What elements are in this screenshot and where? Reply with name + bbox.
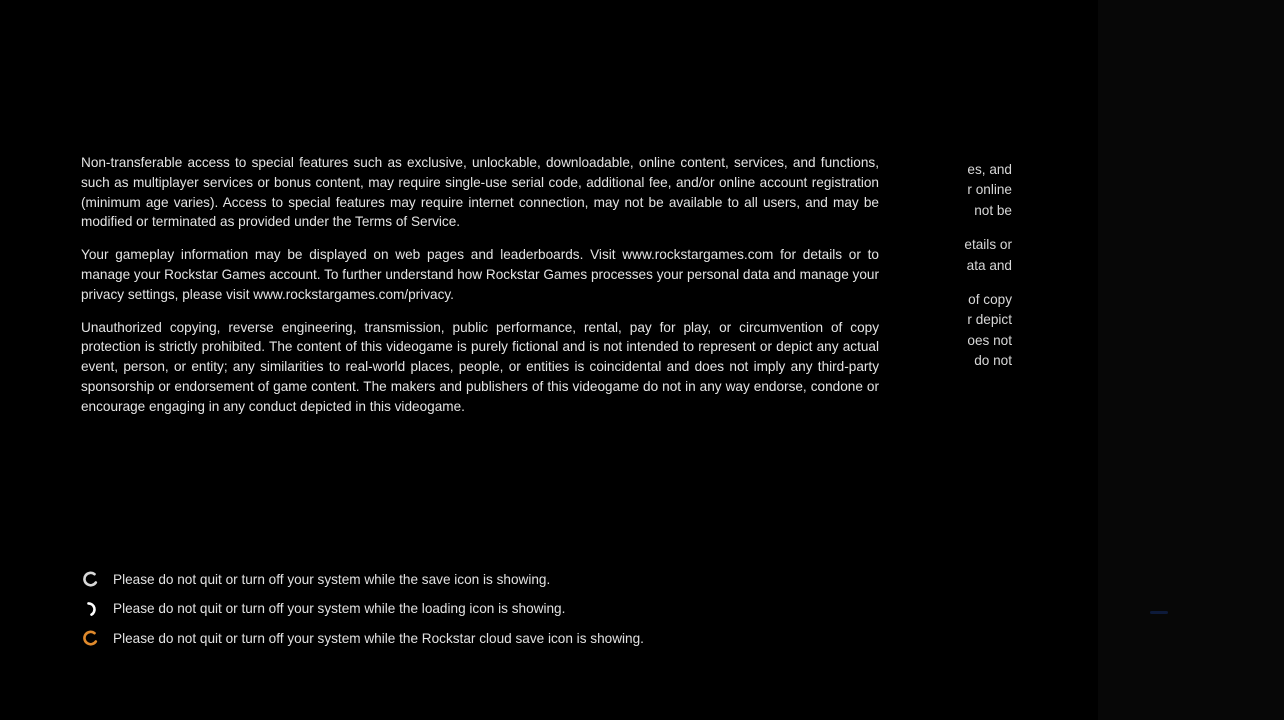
ghost-line: r depict (967, 312, 1012, 328)
side-panel (1098, 0, 1284, 720)
notice-cloud-save (82, 627, 782, 649)
ghost-line: r online (967, 182, 1012, 198)
cloud-save-spinner-icon (82, 630, 98, 646)
ghost-text-fragment (952, 160, 1012, 420)
ghost-line: not be (974, 202, 1012, 218)
ghost-line: do not (974, 353, 1012, 369)
ghost-line: of copy (968, 292, 1012, 308)
legal-paragraph-gameplay-info: Your gameplay information may be displayed on web pages and leaderboards. Visit www.rockstargames.com for details or to manage your Rockstar Games account. To further understand how Rockstar Games processes your personal data and manage your privacy settings, please visit www.rockstargames.com/privacy. (81, 247, 879, 302)
ghost-line: ata and (966, 257, 1012, 273)
legal-paragraph-copy-protection: Unauthorized copying, reverse engineering, transmission, public performance, rental, pay for play, or circumvention of copy protection is strictly prohibited. The content of this videogame is purely fictional and is not intended to represent or depict any actual event, person, or entity; any similarities to real-world places, people, or entities is coincidental and does not imply any third-party sponsorship or endorsement of game content. The makers and publishers of this videogame do not in any way endorse, condone or encourage engaging in any conduct depicted in this videogame. (81, 319, 879, 414)
ghost-line: es, and (967, 162, 1012, 177)
notice-loading (82, 598, 782, 620)
notice-save (82, 568, 782, 590)
notice-save-text: Please do not quit or turn off your system while the save icon is showing. (113, 571, 551, 587)
ghost-line: oes not (967, 332, 1012, 348)
blue-blip (1150, 611, 1168, 614)
legal-text-block (81, 153, 879, 430)
ghost-line: etails or (964, 237, 1012, 253)
loading-spinner-icon (82, 601, 98, 617)
notice-loading-text: Please do not quit or turn off your system while the loading icon is showing. (113, 601, 566, 616)
notice-cloud-save-text: Please do not quit or turn off your system while the Rockstar cloud save icon is showing. (113, 630, 644, 646)
save-notices (82, 568, 782, 657)
save-spinner-icon (82, 571, 98, 587)
legal-paragraph-features: Non-transferable access to special features such as exclusive, unlockable, downloadable, online content, services, and functions, such as multiplayer services or bonus content, may require single-use serial code, additional fee, and/or online account registration (minimum age varies). Access to special features may require internet connection, may not be available to all users, and may be modified or terminated as provided under the Terms of Service. (81, 155, 879, 230)
